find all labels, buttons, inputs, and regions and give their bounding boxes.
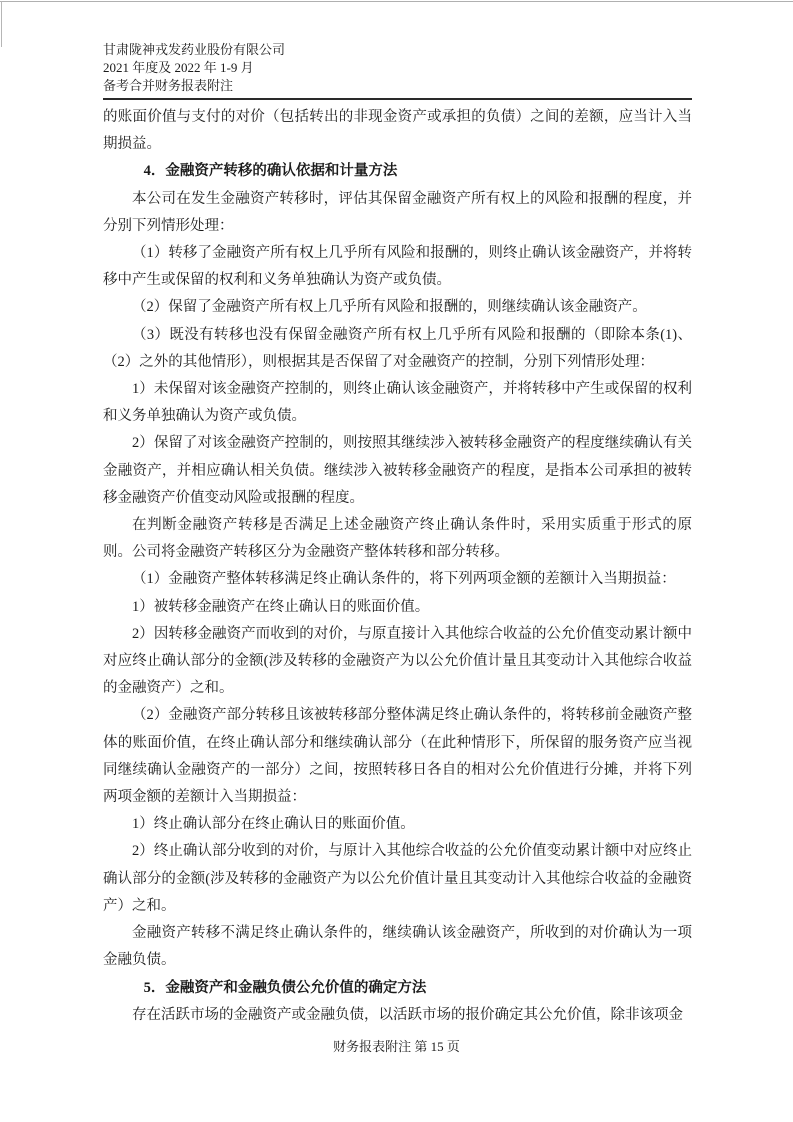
document-body — [103, 104, 692, 1029]
paragraph-truncated: 存在活跃市场的金融资产或金融负债，以活跃市场的报价确定其公允价值，除非该项金 — [132, 1006, 683, 1023]
paragraph-subitem-2: 2）因转移金融资产而收到的对价，与原直接计入其他综合收益的公允价值变动累计额中对应终止确认部分的金额(涉及转移的金融资产为以公允价值计量且其变动计入其他综合收益的金融资产）之和。 — [103, 625, 692, 697]
paragraph-item-1: （1）金融资产整体转移满足终止确认条件的，将下列两项金额的差额计入当期损益： — [132, 571, 676, 588]
section-heading-4: 4．金融资产转移的确认依据和计量方法 — [143, 163, 398, 180]
paragraph-item-2: （2）保留了金融资产所有权上几乎所有风险和报酬的，则继续确认该金融资产。 — [132, 299, 647, 316]
scan-edge-left — [1, 1, 2, 47]
document-title: 备考合并财务报表附注 — [103, 78, 234, 93]
page-footer — [0, 1038, 793, 1056]
section-heading-5: 5．金融资产和金融负债公允价值的确定方法 — [143, 979, 427, 996]
paragraph: 本公司在发生金融资产转移时，评估其保留金融资产所有权上的风险和报酬的程度，并分别下列情形处理： — [103, 190, 692, 234]
paragraph: 金融资产转移不满足终止确认条件的，继续确认该金融资产，所收到的对价确认为一项金融负债。 — [103, 925, 692, 969]
paragraph-item-3: （3）既没有转移也没有保留金融资产所有权上几乎所有风险和报酬的（即除本条(1)、（2）之外的其他情形），则根据其是否保留了对金融资产的控制，分别下列情形处理： — [103, 326, 692, 370]
paragraph: 在判断金融资产转移是否满足上述金融资产终止确认条件时，采用实质重于形式的原则。公司将金融资产转移区分为金融资产整体转移和部分转移。 — [103, 517, 692, 561]
company-name: 甘肃陇神戎发药业股份有限公司 — [103, 42, 286, 57]
header-divider — [103, 98, 692, 100]
paragraph-item-2: （2）金融资产部分转移且该被转移部分整体满足终止确认条件的，将转移前金融资产整体的账面价值，在终止确认部分和继续确认部分（在此种情形下，所保留的服务资产应当视同继续确认金融资产的一部分）之间，按照转移日各自的相对公允价值进行分摊，并将下列两项金额的差额计入当期损益： — [103, 707, 692, 806]
paragraph-subitem-1: 1）未保留对该金融资产控制的，则终止确认该金融资产，并将转移中产生或保留的权利和义务单独确认为资产或负债。 — [103, 381, 692, 425]
paragraph-subitem-2: 2）终止确认部分收到的对价，与原计入其他综合收益的公允价值变动累计额中对应终止确认部分的金额(涉及转移的金融资产为以公允价值计量且其变动计入其他综合收益的金融资产）之和。 — [103, 843, 692, 914]
paragraph-subitem-1: 1）终止确认部分在终止确认日的账面价值。 — [132, 816, 415, 833]
report-period: 2021 年度及 2022 年 1-9 月 — [103, 60, 254, 75]
scan-edge-top — [0, 1, 793, 2]
paragraph-item-1: （1）转移了金融资产所有权上几乎所有风险和报酬的，则终止确认该金融资产，并将转移中产生或保留的权利和义务单独确认为资产或负债。 — [103, 245, 692, 289]
document-header — [103, 41, 692, 107]
paragraph-subitem-1: 1）被转移金融资产在终止确认日的账面价值。 — [132, 598, 430, 615]
page-number: 财务报表附注 第 15 页 — [333, 1039, 460, 1054]
paragraph-subitem-2: 2）保留了对该金融资产控制的，则按照其继续涉入被转移金融资产的程度继续确认有关金融资产，并相应确认相关负债。继续涉入被转移金融资产的程度，是指本公司承担的被转移金融资产价值变动风险或报酬的程度。 — [103, 435, 692, 506]
paragraph-continuation: 的账面价值与支付的对价（包括转出的非现金资产或承担的负债）之间的差额，应当计入当期损益。 — [103, 109, 692, 153]
